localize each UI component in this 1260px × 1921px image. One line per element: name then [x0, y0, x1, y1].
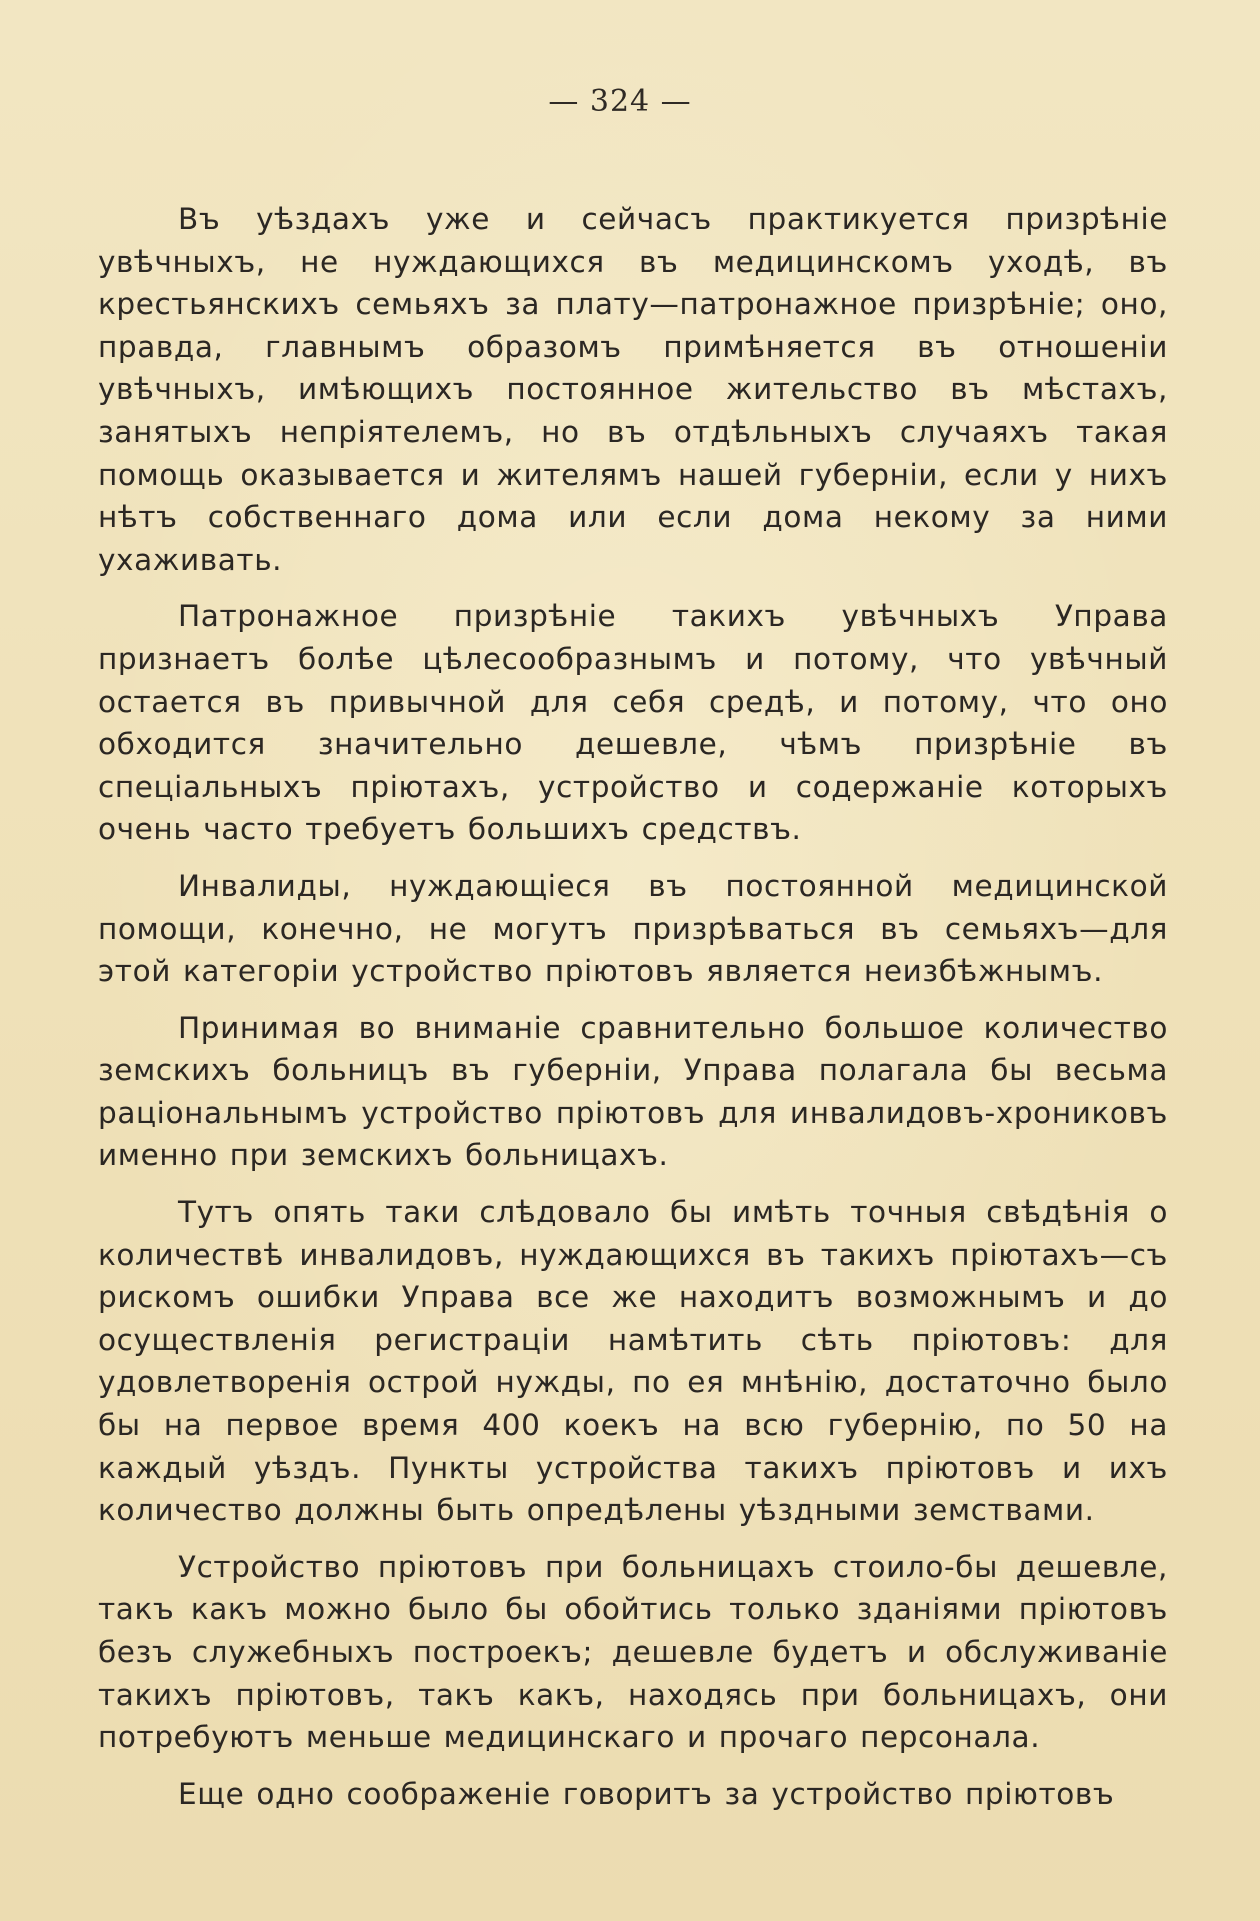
body-text [98, 198, 1168, 1829]
paragraph: Инвалиды, нуждающіеся въ постоянной медицинской помощи, конечно, не могутъ призрѣваться въ семьяхъ—для этой категоріи устройство пріютовъ является неизбѣжнымъ. [98, 868, 1168, 989]
paragraph: Устройство пріютовъ при больницахъ стоило-бы дешевле, такъ какъ можно было бы обойтись только зданіями пріютовъ безъ служебныхъ построекъ; дешевле будетъ и обслуживаніе такихъ пріютовъ, такъ какъ, находясь при больницахъ, они потребуютъ меньше медицинскаго и прочаго персонала. [98, 1549, 1168, 1755]
page-number: — 324 — [548, 84, 692, 119]
paragraph: Еще одно соображеніе говоритъ за устройство пріютовъ [178, 1776, 1115, 1811]
paragraph: Въ уѣздахъ уже и сейчасъ практикуется призрѣніе увѣчныхъ, не нуждающихся въ медицинскомъ уходѣ, въ крестьянскихъ семьяхъ за плату—патронажное призрѣніе; оно, правда, главнымъ образомъ примѣняется въ отношеніи увѣчныхъ, имѣющихъ постоянное жительство въ мѣстахъ, занятыхъ непріятелемъ, но въ отдѣльныхъ случаяхъ такая помощь оказывается и жителямъ нашей губерніи, если у нихъ нѣтъ собственнаго дома или если дома некому за ними ухаживать. [98, 202, 1168, 577]
paragraph: Патронажное призрѣніе такихъ увѣчныхъ Управа признаетъ болѣе цѣлесообразнымъ и потому, что увѣчный остается въ привычной для себя средѣ, и потому, что оно обходится значительно дешевле, чѣмъ призрѣніе въ спеціальныхъ пріютахъ, устройство и содержаніе которыхъ очень часто требуетъ большихъ средствъ. [98, 599, 1168, 847]
paragraph: Принимая во вниманіе сравнительно большое количество земскихъ больницъ въ губерніи, Управа полагала бы весьма раціональнымъ устройство пріютовъ для инвалидовъ-хрониковъ именно при земскихъ больницахъ. [98, 1010, 1168, 1173]
paragraph: Тутъ опять таки слѣдовало бы имѣть точныя свѣдѣнія о количествѣ инвалидовъ, нуждающихся въ такихъ пріютахъ—съ рискомъ ошибки Управа все же находитъ возможнымъ и до осуществленія регистраціи намѣтить сѣть пріютовъ: для удовлетворенія острой нужды, по ея мнѣнію, достаточно было бы на первое время 400 коекъ на всю губернію, по 50 на каждый уѣздъ. Пункты устройства такихъ пріютовъ и ихъ количество должны быть опредѣлены уѣздными земствами. [98, 1195, 1168, 1528]
